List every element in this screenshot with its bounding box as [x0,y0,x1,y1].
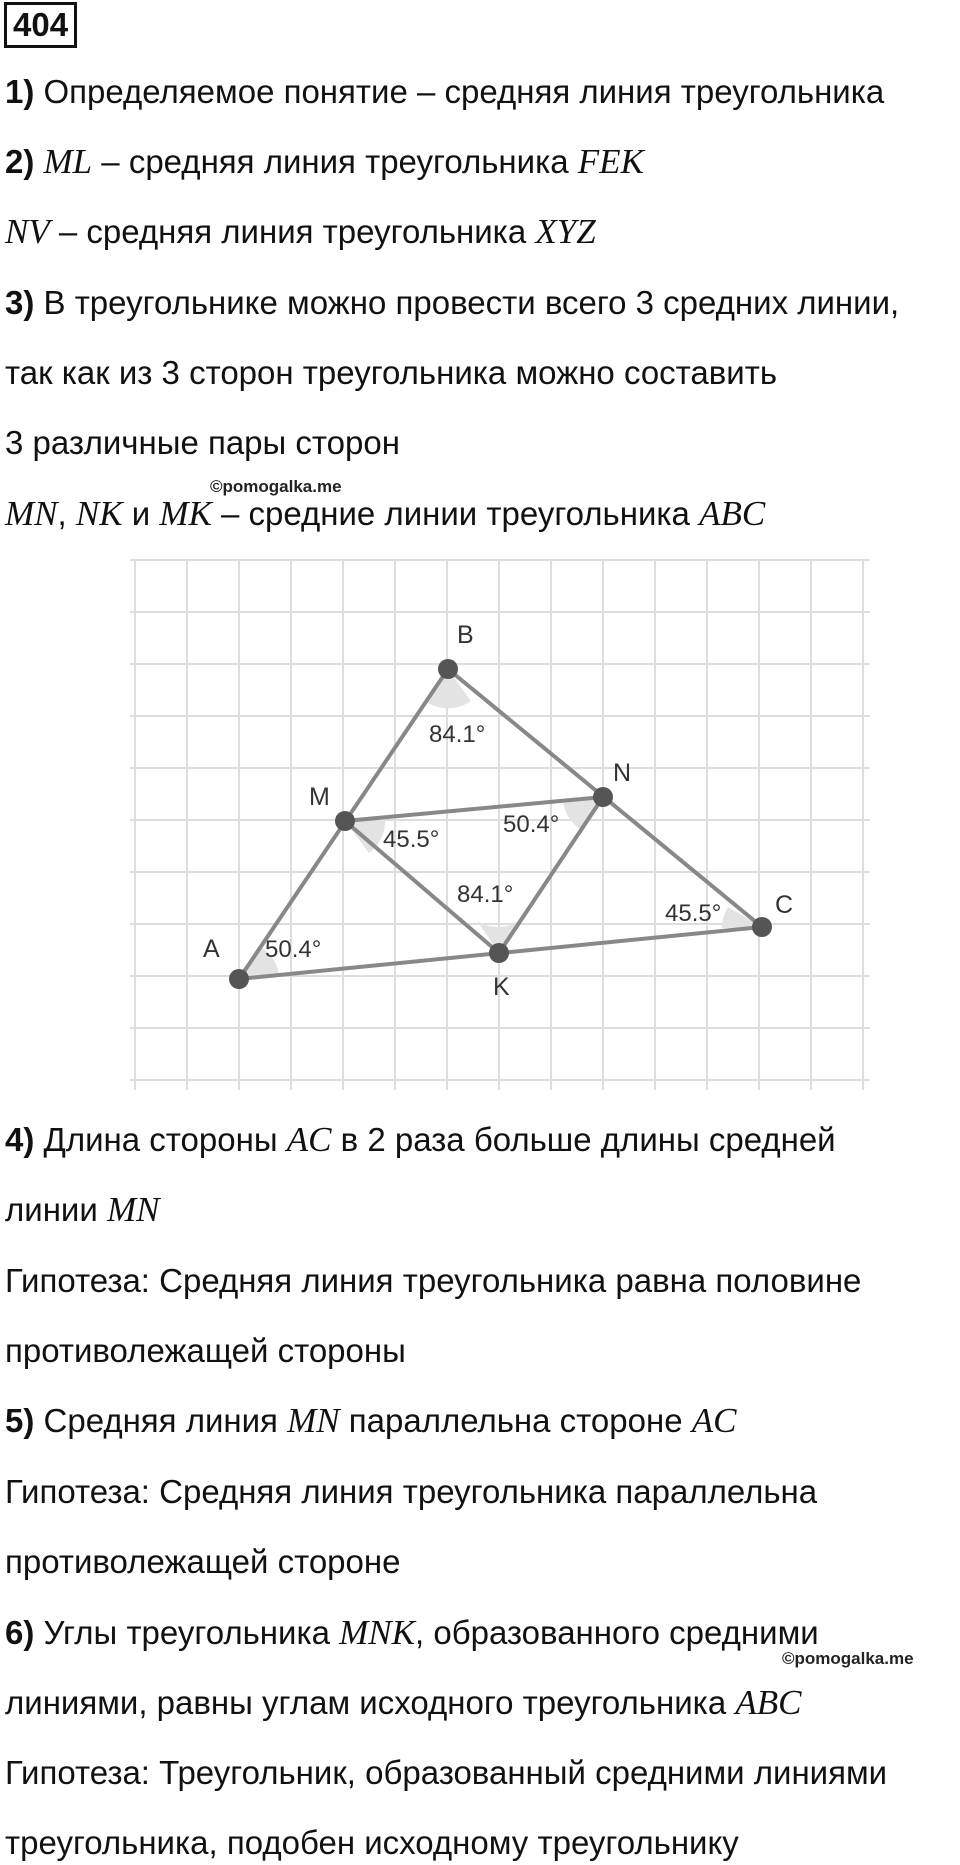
item-2-text: – средняя линия треугольника [92,143,578,180]
math-MN: MN [5,494,58,533]
item-5-number: 5) [5,1402,35,1439]
label-C: C [775,891,794,919]
item-6-text-2: , образованного средними [415,1614,819,1651]
item-6-number: 6) [5,1614,35,1651]
conjunction: и [122,495,160,532]
triangle-figure [125,555,885,1095]
item-3d-text: – средние линии треугольника [211,495,700,532]
math-XYZ: XYZ [535,212,596,251]
item-5-line-1 [5,1401,736,1441]
item-4b-text: линии [5,1191,107,1228]
angle-B-label: 84.1° [429,721,486,748]
item-4-text-2: в 2 раза больше длины средней [331,1121,836,1158]
item-6-hypothesis-1: Гипотеза: Треугольник, образованный средними линиями [5,1754,888,1791]
item-6-line-2 [5,1683,801,1723]
label-M: M [309,783,330,811]
point-B [438,659,458,679]
point-C [752,917,772,937]
label-K: K [493,973,510,1001]
math-MN-3: MN [287,1401,340,1440]
watermark-top: ©pomogalka.me [210,477,342,496]
item-5-hypothesis-1: Гипотеза: Средняя линия треугольника параллельна [5,1473,818,1510]
math-ML: ML [43,142,93,181]
math-FEK: FEK [577,142,644,181]
math-MNK: MNK [339,1613,415,1652]
item-2-number: 2) [5,143,35,180]
item-4-line-1 [5,1120,836,1160]
item-3-line-4 [5,494,765,534]
item-5-hypothesis-2: противолежащей стороне [5,1543,401,1580]
math-ABC-2: ABC [735,1683,802,1722]
item-1 [5,72,884,112]
item-4-hypothesis-1: Гипотеза: Средняя линия треугольника равна половине [5,1262,862,1299]
item-6-hypothesis-2: треугольника, подобен исходному треугольнику [5,1824,739,1861]
math-NK: NK [75,494,123,533]
watermark-bottom: ©pomogalka.me [782,1649,914,1668]
math-NV: NV [5,212,50,251]
angle-A-label: 50.4° [265,936,322,963]
grid [130,560,870,1090]
item-4-line-2 [5,1190,159,1230]
angle-K-label: 84.1° [457,881,514,908]
item-3-line-1 [5,283,899,323]
point-M [335,811,355,831]
item-4-number: 4) [5,1121,35,1158]
item-3-text: В треугольнике можно провести всего 3 средних линии, [34,284,900,321]
item-3-line-3: 3 различные пары сторон [5,424,400,461]
item-2b-text: – средняя линия треугольника [49,213,536,250]
point-N [593,787,613,807]
item-5-text-1: Средняя линия [34,1402,288,1439]
math-ABC: ABC [699,494,766,533]
point-K [489,943,509,963]
label-B: B [457,621,474,649]
item-4-hypothesis-2: противолежащей стороны [5,1332,406,1369]
item-3-number: 3) [5,284,35,321]
angle-N-label: 50.4° [503,811,560,838]
item-6-line-1 [5,1613,819,1653]
point-A [229,969,249,989]
task-number: 404 [4,2,77,48]
label-A: A [203,935,220,963]
item-6b-text: линиями, равны углам исходного треугольника [5,1684,736,1721]
math-AC-2: AC [691,1401,737,1440]
item-3-line-2: так как из 3 сторон треугольника можно составить [5,354,778,391]
item-6-text-1: Углы треугольника [34,1614,340,1651]
math-MN-2: MN [106,1190,160,1229]
item-1-number: 1) [5,73,35,110]
angle-M-label: 45.5° [383,826,440,853]
comma: , [57,495,76,532]
item-4-text-1: Длина стороны [34,1121,287,1158]
math-AC: AC [286,1120,332,1159]
label-N: N [613,759,632,787]
item-2-line-2 [5,212,596,252]
math-MK: MK [159,494,212,533]
item-2-line-1 [5,142,644,182]
item-1-text: Определяемое понятие – средняя линия треугольника [34,73,885,110]
angle-C-label: 45.5° [665,900,722,927]
item-5-text-2: параллельна стороне [339,1402,692,1439]
